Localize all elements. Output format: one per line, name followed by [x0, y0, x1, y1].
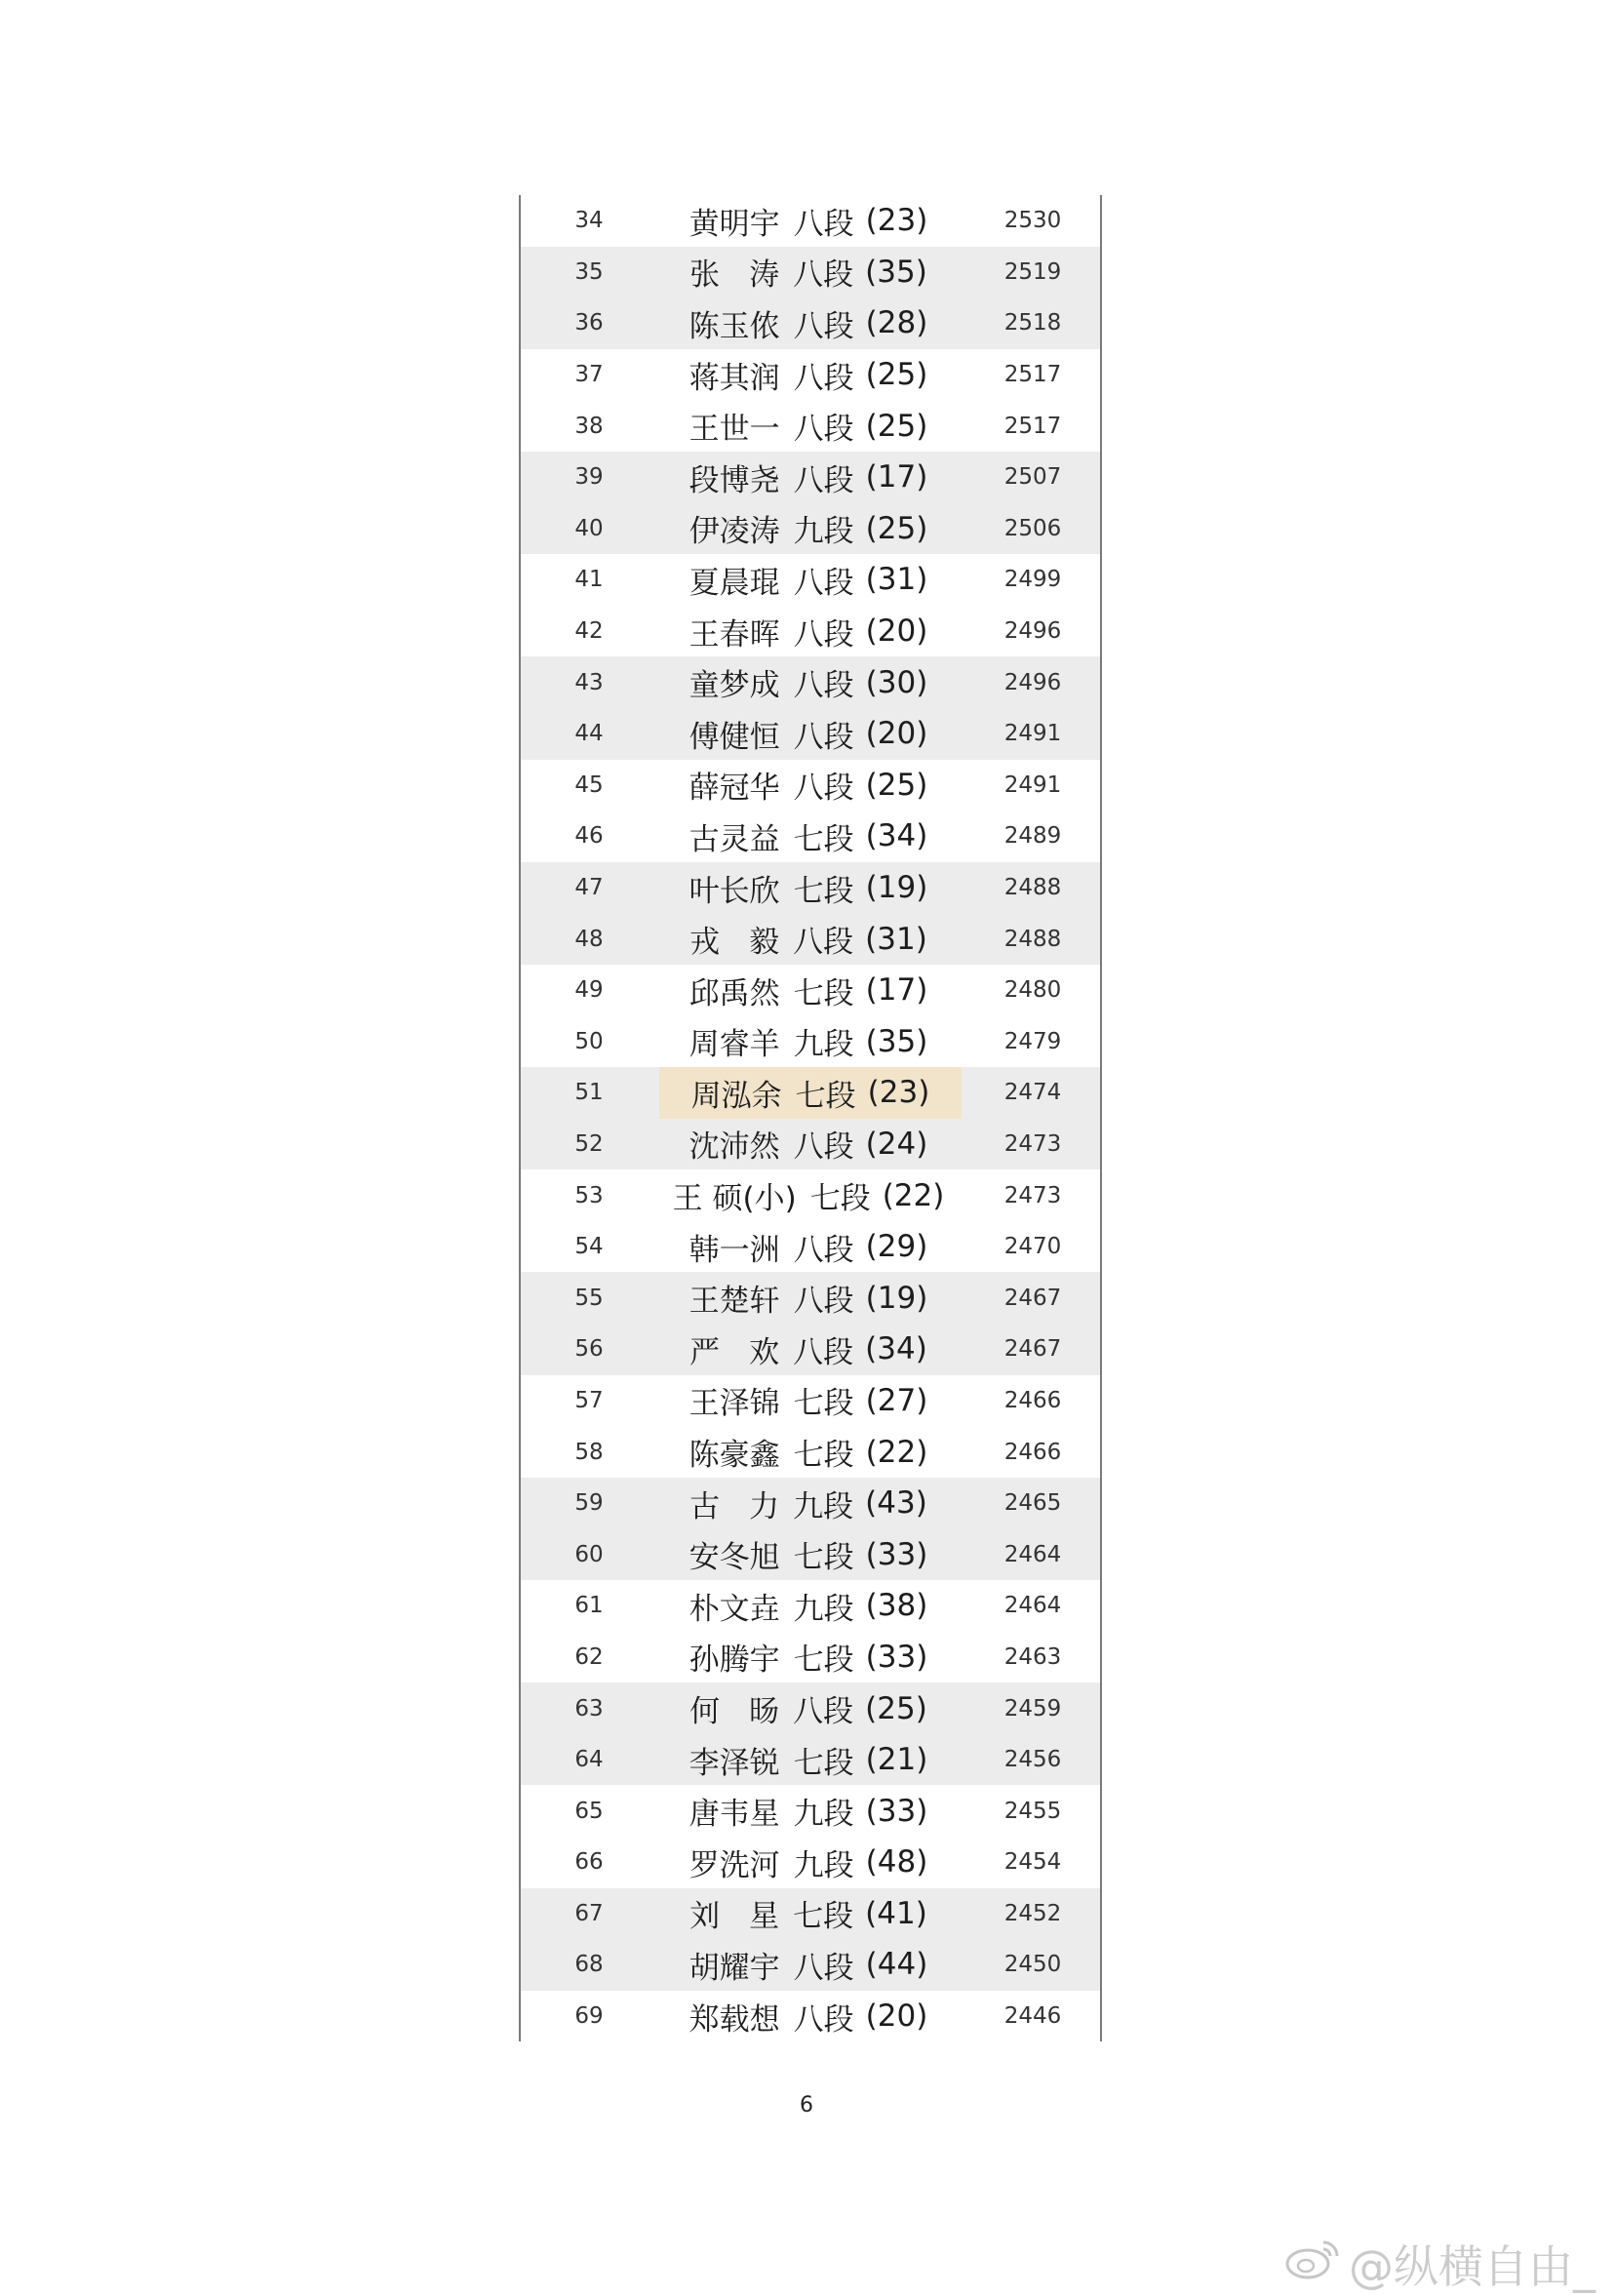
rating-cell: 2470: [1003, 1234, 1062, 1260]
player-cell: [657, 1272, 960, 1324]
rating-cell: 2464: [1003, 1593, 1062, 1619]
table-row: [521, 1785, 1100, 1837]
table-row: [521, 811, 1100, 862]
table-row: [521, 606, 1100, 657]
table-row: [521, 349, 1100, 401]
rank-cell: 35: [574, 258, 604, 285]
player-cell: [657, 862, 960, 914]
rank-cell: 41: [574, 567, 604, 593]
dan-rank: 八段: [793, 462, 854, 498]
player-name: 沈沛然: [688, 1129, 780, 1166]
player-age: (25): [865, 767, 928, 803]
player-name: 胡耀宇: [688, 1950, 780, 1986]
player-age: (43): [865, 1485, 927, 1522]
table-row: [521, 1272, 1100, 1324]
rank-cell: 55: [574, 1285, 604, 1311]
dan-rank: 九段: [793, 1591, 854, 1627]
rank-cell: 49: [574, 977, 604, 1004]
dan-rank: 七段: [793, 1540, 854, 1576]
dan-rank: 八段: [793, 1334, 854, 1370]
dan-rank: 七段: [793, 1386, 854, 1422]
rating-cell: 2491: [1003, 721, 1062, 747]
rating-cell: 2519: [1003, 258, 1062, 285]
rank-cell: 52: [574, 1130, 604, 1157]
table-row: [521, 452, 1100, 503]
rank-cell: 69: [574, 2003, 604, 2030]
player-age: (38): [865, 1588, 928, 1624]
dan-rank: 九段: [793, 1797, 854, 1833]
dan-rank: 七段: [793, 975, 854, 1011]
table-row: [521, 913, 1100, 965]
player-cell: [657, 554, 960, 606]
rank-cell: 68: [574, 1952, 604, 1978]
player-cell: [657, 1580, 960, 1632]
player-name: 王楚轩: [688, 1284, 780, 1320]
rank-cell: 63: [574, 1695, 604, 1722]
player-cell: [657, 400, 960, 452]
table-row: [521, 760, 1100, 812]
table-row: [521, 297, 1100, 349]
rank-cell: 58: [574, 1439, 604, 1465]
player-cell: [657, 297, 960, 349]
rating-cell: 2507: [1003, 464, 1062, 491]
player-age: (35): [865, 254, 927, 290]
dan-rank: 八段: [793, 1284, 854, 1320]
rating-cell: 2464: [1003, 1541, 1062, 1567]
table-row: [521, 1837, 1100, 1888]
rating-cell: 2518: [1003, 310, 1062, 336]
table-row: [521, 708, 1100, 760]
player-cell: [657, 349, 960, 401]
player-age: (22): [882, 1177, 945, 1213]
player-age: (34): [865, 818, 928, 854]
table-row: [521, 1067, 1100, 1119]
ranking-table: [519, 195, 1102, 2041]
dan-rank: 七段: [793, 1899, 854, 1935]
rank-cell: 62: [574, 1643, 604, 1670]
player-name: 古灵益: [688, 821, 780, 857]
player-name: 孙腾宇: [688, 1643, 780, 1679]
rank-cell: 50: [574, 1028, 604, 1054]
table-row: [521, 1119, 1100, 1170]
rating-cell: 2517: [1003, 362, 1062, 388]
player-age: (23): [865, 203, 928, 239]
table-row: [521, 1632, 1100, 1683]
player-age: (30): [865, 664, 928, 700]
rating-cell: 2488: [1003, 926, 1062, 952]
rank-cell: 38: [574, 413, 604, 439]
dan-rank: 八段: [793, 360, 854, 396]
dan-rank: 八段: [793, 616, 854, 653]
dan-rank: 七段: [809, 1181, 871, 1217]
rank-cell: 56: [574, 1336, 604, 1363]
player-name: 王 硕(小): [672, 1181, 797, 1217]
player-cell: [657, 913, 960, 965]
player-name: 蒋其润: [688, 360, 780, 396]
player-name: 邱禹然: [688, 975, 780, 1011]
player-name: 何旸: [689, 1694, 780, 1730]
player-name: 叶长欣: [688, 873, 780, 909]
dan-rank: 九段: [793, 514, 854, 550]
player-age: (34): [865, 1331, 927, 1367]
player-cell: [657, 1785, 960, 1837]
table-row: [521, 656, 1100, 708]
player-cell: [657, 247, 960, 298]
player-age: (20): [865, 716, 928, 752]
rank-cell: 61: [574, 1593, 604, 1619]
dan-rank: 八段: [793, 1950, 854, 1986]
dan-rank: 八段: [793, 565, 854, 601]
rank-cell: 46: [574, 823, 604, 850]
player-cell: [657, 1426, 960, 1478]
table-row: [521, 1221, 1100, 1273]
player-cell: [657, 503, 960, 555]
dan-rank: 九段: [793, 1488, 854, 1524]
dan-rank: 八段: [793, 412, 854, 448]
player-cell: [657, 1221, 960, 1273]
rating-cell: 2450: [1003, 1952, 1062, 1978]
rating-cell: 2463: [1003, 1643, 1062, 1670]
player-name: 王泽锦: [688, 1386, 780, 1422]
table-row: [521, 400, 1100, 452]
player-cell: [657, 1734, 960, 1786]
rank-cell: 48: [574, 926, 604, 952]
weibo-logo-icon: [1284, 2237, 1341, 2292]
rating-cell: 2467: [1003, 1285, 1062, 1311]
rating-cell: 2496: [1003, 618, 1062, 645]
rank-cell: 51: [574, 1080, 604, 1106]
rating-cell: 2506: [1003, 515, 1062, 541]
player-name: 张涛: [689, 257, 780, 294]
player-age: (33): [865, 1536, 928, 1572]
table-row: [521, 965, 1100, 1016]
player-age: (41): [865, 1895, 927, 1931]
rating-cell: 2496: [1003, 669, 1062, 695]
rating-cell: 2474: [1003, 1080, 1062, 1106]
player-name: 安冬旭: [688, 1540, 780, 1576]
player-cell: [657, 1119, 960, 1170]
rank-cell: 64: [574, 1747, 604, 1773]
dan-rank: 八段: [793, 925, 854, 961]
table-row: [521, 1169, 1100, 1221]
player-age: (19): [865, 1280, 928, 1316]
player-cell: [657, 1888, 960, 1940]
player-cell: [657, 1991, 960, 2042]
dan-rank: 七段: [793, 873, 854, 909]
player-cell: [659, 1067, 962, 1119]
player-cell: [657, 606, 960, 657]
rank-cell: 39: [574, 464, 604, 491]
table-row: [521, 1478, 1100, 1529]
player-name: 陈玉侬: [688, 308, 780, 344]
rating-cell: 2473: [1003, 1182, 1062, 1208]
dan-rank: 九段: [793, 1027, 854, 1063]
rating-cell: 2479: [1003, 1028, 1062, 1054]
player-name: 陈豪鑫: [688, 1438, 780, 1474]
rating-cell: 2454: [1003, 1849, 1062, 1876]
table-row: [521, 1888, 1100, 1940]
rating-cell: 2455: [1003, 1798, 1062, 1824]
dan-rank: 八段: [793, 2001, 854, 2038]
rank-cell: 59: [574, 1490, 604, 1517]
player-name: 朴文垚: [688, 1591, 780, 1627]
player-name: 郑载想: [688, 2001, 780, 2038]
rating-cell: 2517: [1003, 413, 1062, 439]
player-name: 戎毅: [689, 925, 780, 961]
rank-cell: 66: [574, 1849, 604, 1876]
player-cell: [657, 195, 960, 247]
rank-cell: 60: [574, 1541, 604, 1567]
rank-cell: 65: [574, 1798, 604, 1824]
rank-cell: 42: [574, 618, 604, 645]
player-cell: [657, 1016, 960, 1068]
rank-cell: 45: [574, 772, 604, 798]
dan-rank: 八段: [793, 257, 854, 294]
table-row: [521, 862, 1100, 914]
player-age: (25): [865, 408, 928, 444]
table-row: [521, 1016, 1100, 1068]
rank-cell: 47: [574, 875, 604, 901]
player-age: (27): [865, 1382, 928, 1418]
player-age: (35): [865, 1023, 928, 1059]
dan-rank: 七段: [793, 1438, 854, 1474]
rating-cell: 2499: [1003, 567, 1062, 593]
rating-cell: 2456: [1003, 1747, 1062, 1773]
player-name: 古力: [689, 1488, 780, 1524]
player-name: 严欢: [689, 1334, 780, 1370]
player-age: (19): [865, 870, 928, 906]
player-name: 李泽锐: [688, 1745, 780, 1781]
player-name: 童梦成: [688, 668, 780, 704]
player-age: (33): [865, 1639, 928, 1675]
player-age: (48): [865, 1844, 928, 1880]
rating-cell: 2466: [1003, 1387, 1062, 1413]
player-cell: [657, 1169, 960, 1221]
table-row: [521, 1375, 1100, 1427]
player-age: (28): [865, 305, 928, 341]
rank-cell: 57: [574, 1387, 604, 1413]
dan-rank: 八段: [793, 1694, 854, 1730]
player-cell: [657, 1375, 960, 1427]
player-name: 唐韦星: [688, 1797, 780, 1833]
dan-rank: 八段: [793, 308, 854, 344]
player-name: 周睿羊: [688, 1027, 780, 1063]
table-row: [521, 1580, 1100, 1632]
rank-cell: 44: [574, 721, 604, 747]
rating-cell: 2480: [1003, 977, 1062, 1004]
rating-cell: 2466: [1003, 1439, 1062, 1465]
dan-rank: 八段: [793, 719, 854, 755]
player-cell: [657, 811, 960, 862]
player-age: (31): [865, 921, 927, 957]
player-name: 罗洗河: [688, 1847, 780, 1883]
player-name: 黄明宇: [688, 206, 780, 242]
dan-rank: 九段: [793, 1847, 854, 1883]
table-row: [521, 1528, 1100, 1580]
player-cell: [657, 656, 960, 708]
player-age: (29): [865, 1229, 928, 1265]
watermark: [1284, 2232, 1595, 2296]
dan-rank: 七段: [795, 1078, 856, 1114]
rating-cell: 2465: [1003, 1490, 1062, 1517]
player-age: (22): [865, 1434, 928, 1470]
dan-rank: 八段: [793, 668, 854, 704]
player-cell: [657, 452, 960, 503]
rank-cell: 36: [574, 310, 604, 336]
player-age: (25): [865, 1690, 927, 1726]
dan-rank: 七段: [793, 1643, 854, 1679]
player-age: (25): [865, 357, 928, 393]
player-cell: [657, 708, 960, 760]
page-number: 6: [800, 2093, 813, 2118]
dan-rank: 八段: [793, 206, 854, 242]
player-age: (31): [865, 562, 928, 598]
dan-rank: 八段: [793, 1129, 854, 1166]
table-row: [521, 1682, 1100, 1734]
player-name: 刘星: [689, 1899, 780, 1935]
player-age: (24): [865, 1126, 928, 1162]
player-cell: [657, 1528, 960, 1580]
player-age: (23): [867, 1075, 930, 1111]
player-name: 周泓余: [690, 1078, 782, 1114]
rank-cell: 37: [574, 362, 604, 388]
player-age: (33): [865, 1793, 928, 1829]
player-age: (17): [865, 459, 928, 495]
player-name: 夏晨琨: [688, 565, 780, 601]
table-row: [521, 1991, 1100, 2042]
rating-cell: 2446: [1003, 2003, 1062, 2030]
player-cell: [657, 1682, 960, 1734]
player-age: (17): [865, 972, 928, 1009]
rank-cell: 54: [574, 1234, 604, 1260]
table-row: [521, 1426, 1100, 1478]
player-cell: [657, 1324, 960, 1375]
player-cell: [657, 1837, 960, 1888]
rank-cell: 67: [574, 1900, 604, 1926]
rating-cell: 2489: [1003, 823, 1062, 850]
rating-cell: 2467: [1003, 1336, 1062, 1363]
dan-rank: 八段: [793, 771, 854, 807]
table-row: [521, 1734, 1100, 1786]
player-name: 王世一: [688, 412, 780, 448]
rating-cell: 2473: [1003, 1130, 1062, 1157]
player-cell: [657, 1478, 960, 1529]
watermark-text: @纵横自由_: [1349, 2240, 1595, 2293]
table-row: [521, 1324, 1100, 1375]
rank-cell: 34: [574, 208, 604, 234]
player-name: 薛冠华: [688, 771, 780, 807]
player-age: (20): [865, 614, 928, 650]
player-name: 傅健恒: [688, 719, 780, 755]
player-cell: [657, 760, 960, 812]
rating-cell: 2488: [1003, 875, 1062, 901]
table-row: [521, 554, 1100, 606]
rank-cell: 53: [574, 1182, 604, 1208]
player-cell: [657, 965, 960, 1016]
rank-cell: 43: [574, 669, 604, 695]
table-row: [521, 1939, 1100, 1991]
player-name: 段博尧: [688, 462, 780, 498]
table-row: [521, 503, 1100, 555]
rating-cell: 2530: [1003, 208, 1062, 234]
rating-cell: 2459: [1003, 1695, 1062, 1722]
player-age: (44): [865, 1947, 928, 1983]
player-name: 王春晖: [688, 616, 780, 653]
player-name: 伊凌涛: [688, 514, 780, 550]
player-age: (21): [865, 1742, 928, 1778]
dan-rank: 七段: [793, 821, 854, 857]
player-age: (20): [865, 1999, 928, 2035]
dan-rank: 七段: [793, 1745, 854, 1781]
table-row: [521, 247, 1100, 298]
rating-cell: 2491: [1003, 772, 1062, 798]
player-age: (25): [865, 510, 928, 546]
rating-cell: 2452: [1003, 1900, 1062, 1926]
table-row: [521, 195, 1100, 247]
rank-cell: 40: [574, 515, 604, 541]
dan-rank: 八段: [793, 1232, 854, 1268]
player-cell: [657, 1632, 960, 1683]
player-cell: [657, 1939, 960, 1991]
player-name: 韩一洲: [688, 1232, 780, 1268]
